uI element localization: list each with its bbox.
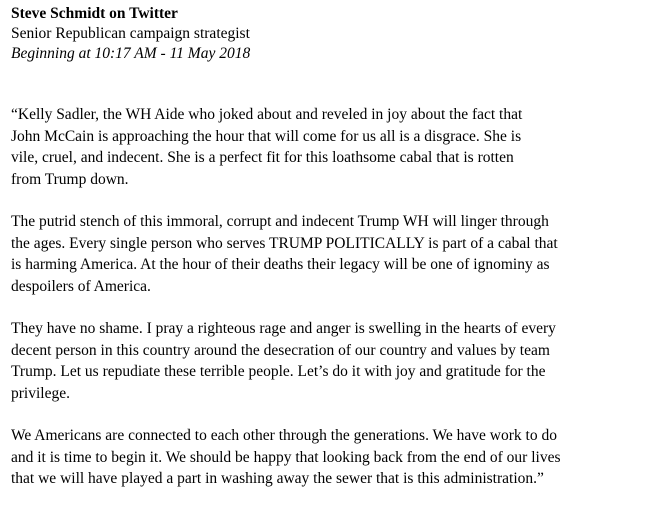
paragraph-line: “Kelly Sadler, the WH Aide who joked about and reveled in joy about the fact that (11, 106, 523, 123)
author-title: Steve Schmidt on Twitter (11, 5, 178, 22)
author-subtitle: Senior Republican campaign strategist (11, 25, 250, 42)
document-header (11, 4, 661, 64)
paragraph-line: privilege. (11, 384, 70, 402)
paragraph-line: the ages. Every single person who serves TRUMP POLITICALLY is part of a cabal that (11, 234, 558, 252)
paragraph-line: despoilers of America. (11, 277, 151, 295)
paragraph-line: We Americans are connected to each other through the generations. We have work to do (11, 427, 557, 444)
paragraph-line: John McCain is approaching the hour that will come for us all is a disgrace. She is (11, 127, 522, 145)
paragraph-2 (11, 211, 661, 297)
paragraph-line: The putrid stench of this immoral, corrupt and indecent Trump WH will linger through (11, 213, 549, 230)
paragraph-line: from Trump down. (11, 170, 129, 188)
paragraph-line: vile, cruel, and indecent. She is a perfect fit for this loathsome cabal that is rotten (11, 149, 514, 166)
paragraph-1 (11, 104, 661, 190)
paragraph-line: Trump. Let us repudiate these terrible people. Let’s do it with joy and gratitude for the (11, 363, 546, 380)
paragraph-line: and it is time to begin it. We should be happy that looking back from the end of our lives (11, 448, 561, 466)
quote-body (11, 104, 661, 511)
paragraph-4 (11, 425, 661, 490)
paragraph-line: is harming America. At the hour of their deaths their legacy will be one of ignominy as (11, 256, 550, 273)
paragraph-line: decent person in this country around the desecration of our country and values by team (11, 341, 550, 359)
paragraph-line: that we will have played a part in washing away the sewer that is this administration.” (11, 470, 544, 487)
paragraph-line: They have no shame. I pray a righteous rage and anger is swelling in the hearts of every (11, 320, 556, 337)
timestamp: Beginning at 10:17 AM - 11 May 2018 (11, 45, 251, 62)
paragraph-3 (11, 318, 661, 404)
